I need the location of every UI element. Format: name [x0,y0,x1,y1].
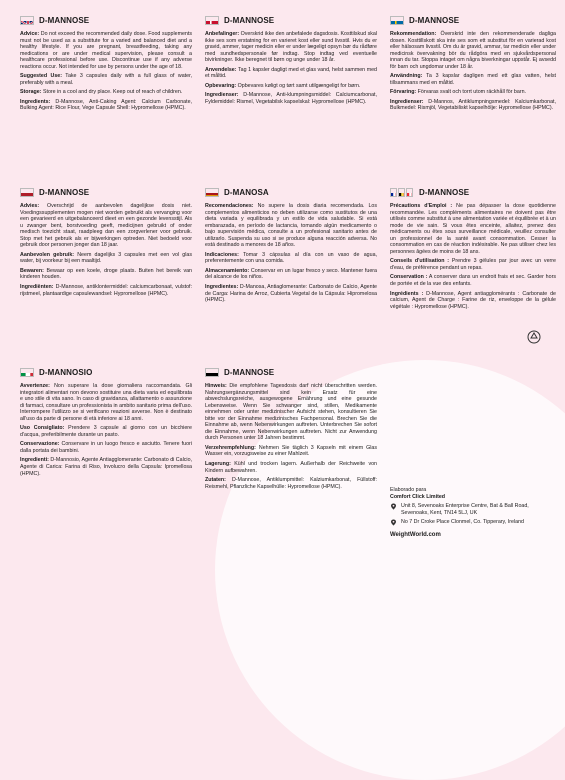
storage-text: Almacenamiento: Conservar en un lugar fresco y seco. Mantener fuera del alcance de los niños. [205,268,377,281]
advice-text: Rekommendation: Överskrid inte den rekommenderade dagliga dosen. Kosttillskott ska inte ses som ett substitut för en varierad kost eller hälsosam livsstil. Om du är gravid, ammar, tar medicin eller under medicinsk övervakning bör du rådgöra med en sjukvårdspersonal innan du tar. Stoppa intaget om några biverkningar uppstår. Ej avsedd för barn och ungdomar under 18 år. [390,31,556,70]
section-title: D-MANNOSE [224,16,274,25]
section-title: D-MANNOSE [224,368,274,377]
advice-text: Advice: Do not exceed the recommended daily dose. Food supplements must not be used as a substitute for a varied and balanced diet and a healthy lifestyle. If you are pregnant, breastfeeding, taking any medications or are under medical supervision, please consult a healthcare professional before use. Discontinue use if any adverse reactions occur. Not intended for use by persons under the age of 18. [20,31,192,70]
storage-text: Förvaring: Förvaras svalt och torrt utom räckhåll för barn. [390,89,556,96]
advice-text: Hinweis: Die empfohlene Tagesdosis darf nicht überschritten werden. Nahrungsergänzungsmittel sind kein Ersatz für eine abwechslungsreiche, ausgewogene Ernährung und eine gesunde Lebensweise. Wenn Sie schwanger sind, stillen, Medikamente einnehmen oder unter medizinischer Aufsicht stehen, konsultieren Sie bitte vor der Einnahme medizinisches Fachpersonal. Brechen Sie die Einnahme ab, wenn Nebenwirkungen auftreten. Unterbrechen Sie sofort die Einnahme, wenn Nebenwirkungen auftreten. Nicht zur Anwendung durch Personen unter 18 Jahren bestimmt. [205,383,377,442]
section-de [205,366,377,493]
storage-text: Lagerung: Kühl und trocken lagern. Außerhalb der Reichweite von Kindern aufbewahren. [205,461,377,474]
storage-text: Conservazione: Conservare in un luogo fresco e asciutto. Tenere fuori dalla portata dei bambini. [20,441,192,454]
section-title: D-MANOSA [224,188,269,197]
advice-text: Advies: Overschrijd de aanbevolen dagelijkse dosis niet. Voedingssupplementen mogen niet worden gebruikt als vervanging voor een gevarieerd en uitgebalanceerd dieet en een gezonde levensstijl. Als u zwanger bent, borstvoeding geeft, medicijnen gebruikt of onder medisch toezicht staat, raadpleeg dan een zorgverlener voor gebruik. Stop met het gebruik als er bijwerkingen optreden. Niet bedoeld voor gebruik door personen jonger dan 18 jaar. [20,203,192,249]
ingredients-text: Ingrediënten: D-Mannose, antiklontermiddel: calciumcarbonaat, vulstof: rijstmeel, plantaardige capsulewandsel: Hypromellose (HPMC). [20,284,192,297]
usage-text: Verzehrempfehlung: Nehmen Sie täglich 3 Kapseln mit einem Glas Wasser ein, vorzugsweise zu einer Mahlzeit. [205,445,377,458]
flag-se-icon [390,16,404,25]
section-it [20,366,192,480]
usage-text: Conseils d'utilisation : Prendre 3 gélules par jour avec un verre d'eau, de préférence pendant un repas. [390,258,556,271]
location-pin-icon [390,519,397,526]
brand-url[interactable]: WeightWorld.com [390,532,556,539]
flag-nl-icon [20,188,34,197]
address-uk: Unit 8, Sevenoaks Enterprise Centre, Bat & Ball Road, Sevenoaks, Kent, TN14 5LJ, UK [401,503,556,516]
ingredients-text: Ingredienti: D-Mannosio, Agente Antiagglomerante: Carbonato di Calcio, Agente di Carica: Farina di Riso, Involucro della Capsula: Ipromellosa (HPMC). [20,457,192,477]
usage-text: Anvendelse: Tag 1 kapsler dagligt med et glas vand, helst sammen med et måltid. [205,67,377,80]
flag-it-icon [20,368,34,377]
flag-fr-be-de-icon [390,188,414,197]
section-title: D-MANNOSE [39,188,89,197]
flag-uk-icon [20,16,34,25]
section-es [205,186,377,307]
ingredients-text: Ingredients: D-Mannose, Anti-Caking Agent: Calcium Carbonate, Bulking Agent: Rice Flour, Vege Capsule Shell: Hypromellose (HPMC). [20,99,192,112]
section-title: D-MANNOSE [419,188,469,197]
usage-text: Användning: Ta 3 kapslar dagligen med ett glas vatten, helst tillsammans med en måltid. [390,73,556,86]
usage-text: Aanbevolen gebruik: Neem dagelijks 3 capsules met een vol glas water, bij voorkeur bij een maaltijd. [20,252,192,265]
section-fr [390,186,556,313]
usage-text: Indicaciones: Tomar 3 cápsulas al día con un vaso de agua, preferentemente con una comida. [205,252,377,265]
address-block [390,487,556,539]
section-title: D-MANNOSE [39,16,89,25]
ingredients-text: Ingredienser: D-Mannos, Antiklumpningsmedel: Kalciumkarbonat, Bulkmedel: Rismjöl, Vegetabiliskt kapselhölje: Hypromellose (HPMC). [390,99,556,112]
section-sv [390,14,556,115]
advice-text: Précautions d'Emploi : Ne pas dépasser la dose quotidienne recommandée. Les compléments alimentaires ne doivent pas être utilisés comme substitut à une alimentation variée et équilibrée et à un mode de vie sain. Si vous êtes enceinte, allaitez, prenez des médicaments ou êtes sous surveillance médicale, veuillez consulter un professionnel de la santé avant consommation. Cesser la consommation en cas de réaction indésirable. Ne pas utiliser chez les personnes âgées de moins de 18 ans. [390,203,556,255]
flag-es-icon [205,188,219,197]
storage-text: Bewaren: Bewaar op een koele, droge plaats. Buiten het bereik van kinderen houden. [20,268,192,281]
advice-text: Recomendaciones: No supere la dosis diaria recomendada. Los complementos alimenticios no deben utilizarse como sustitutos de una dieta variada y equilibrada y un estilo de vida saludable. Si está embarazada, en período de lactancia, tomando algún medicamento o bajo supervisión médica, consulte a un profesional sanitario antes de utilizarlo. Suspenda su uso si se produce alguna reacción adversa. No está destinado a menores de 18 años. [205,203,377,249]
ingredients-text: Ingredientes: D-Manosa, Antiaglomerante: Carbonato de Calcio, Agente de Carga: Harina de Arroz, Cubierta Vegetal de la Cápsula: Hipromelosa (HPMC). [205,284,377,304]
storage-text: Opbevaring: Opbevares køligt og tørt samt utilgængeligt for børn. [205,83,377,90]
section-title: D-MANNOSE [409,16,459,25]
section-da [205,14,377,108]
address-ie: No 7 Dr Croke Place Clonmel, Co. Tipperary, Ireland [401,519,524,526]
advice-text: Anbefalinger: Overskrid ikke den anbefalede dagsdosis. Kosttilskud skal ikke ses som erstatning for en varieret kost eller sund livsstil. Hvis du er gravid, ammer, tager medicin eller er under lægeligt opsyn bør du rådføre med sundhedspersonale før indtag. Stop indtag ved eventuelle bivirkninger. Ikke beregnet til børn og unge under 18 år. [205,31,377,64]
section-en [20,14,192,115]
advice-text: Avvertenze: Non superare la dose giornaliera raccomandata. Gli integratori alimentari non devono sostituire una dieta varia ed equilibrata e uno stile di vita sano. In caso di gravidanza, allattamento o assunzione di farmaci, consultare un professionista in ambito sanitario prima dell'uso. Interrompere l'utilizzo se si verificano reazioni avverse. Non è destinato all'uso da parte di persone di età inferiore ai 18 anni. [20,383,192,422]
section-nl [20,186,192,300]
usage-text: Uso Consigliato: Prendere 3 capsule al giorno con un bicchiere d'acqua, preferibilmente durante un pasto. [20,425,192,438]
company-name: Comfort Click Limited [390,494,556,501]
section-title: D-MANNOSIO [39,368,92,377]
ingredients-text: Ingredienser: D-Mannose, Anti-klumpningsmiddel: Calciumcarbonat, Fyldemiddel: Rismel, Vegetabilsk kapselskal: Hypromellose (HPMC). [205,92,377,105]
ingredients-text: Zutaten: D-Mannose, Antiklumpmittel: Kalziumkarbonat, Füllstoff: Reismehl, Pflanzliche Kapselhülle: Hypromellose (HPMC). [205,477,377,490]
flag-dk-icon [205,16,219,25]
storage-text: Storage: Store in a cool and dry place. Keep out of reach of children. [20,89,192,96]
usage-text: Suggested Use: Take 3 capsules daily with a full glass of water, preferably with a meal. [20,73,192,86]
location-pin-icon [390,503,397,510]
address-heading: Elaborado para [390,487,556,494]
ingredients-text: Ingrédients : D-Mannose, Agent antiagglomérants : Carbonate de calcium, Agent de Charge : Farine de riz, enveloppe de la gélule végétale : Hypromellose (HPMC). [390,291,556,311]
flag-de-icon [205,368,219,377]
storage-text: Conservation : A conserver dans un endroit frais et sec. Garder hors de portée et de la vue des enfants. [390,274,556,287]
recycle-icon [527,330,541,344]
